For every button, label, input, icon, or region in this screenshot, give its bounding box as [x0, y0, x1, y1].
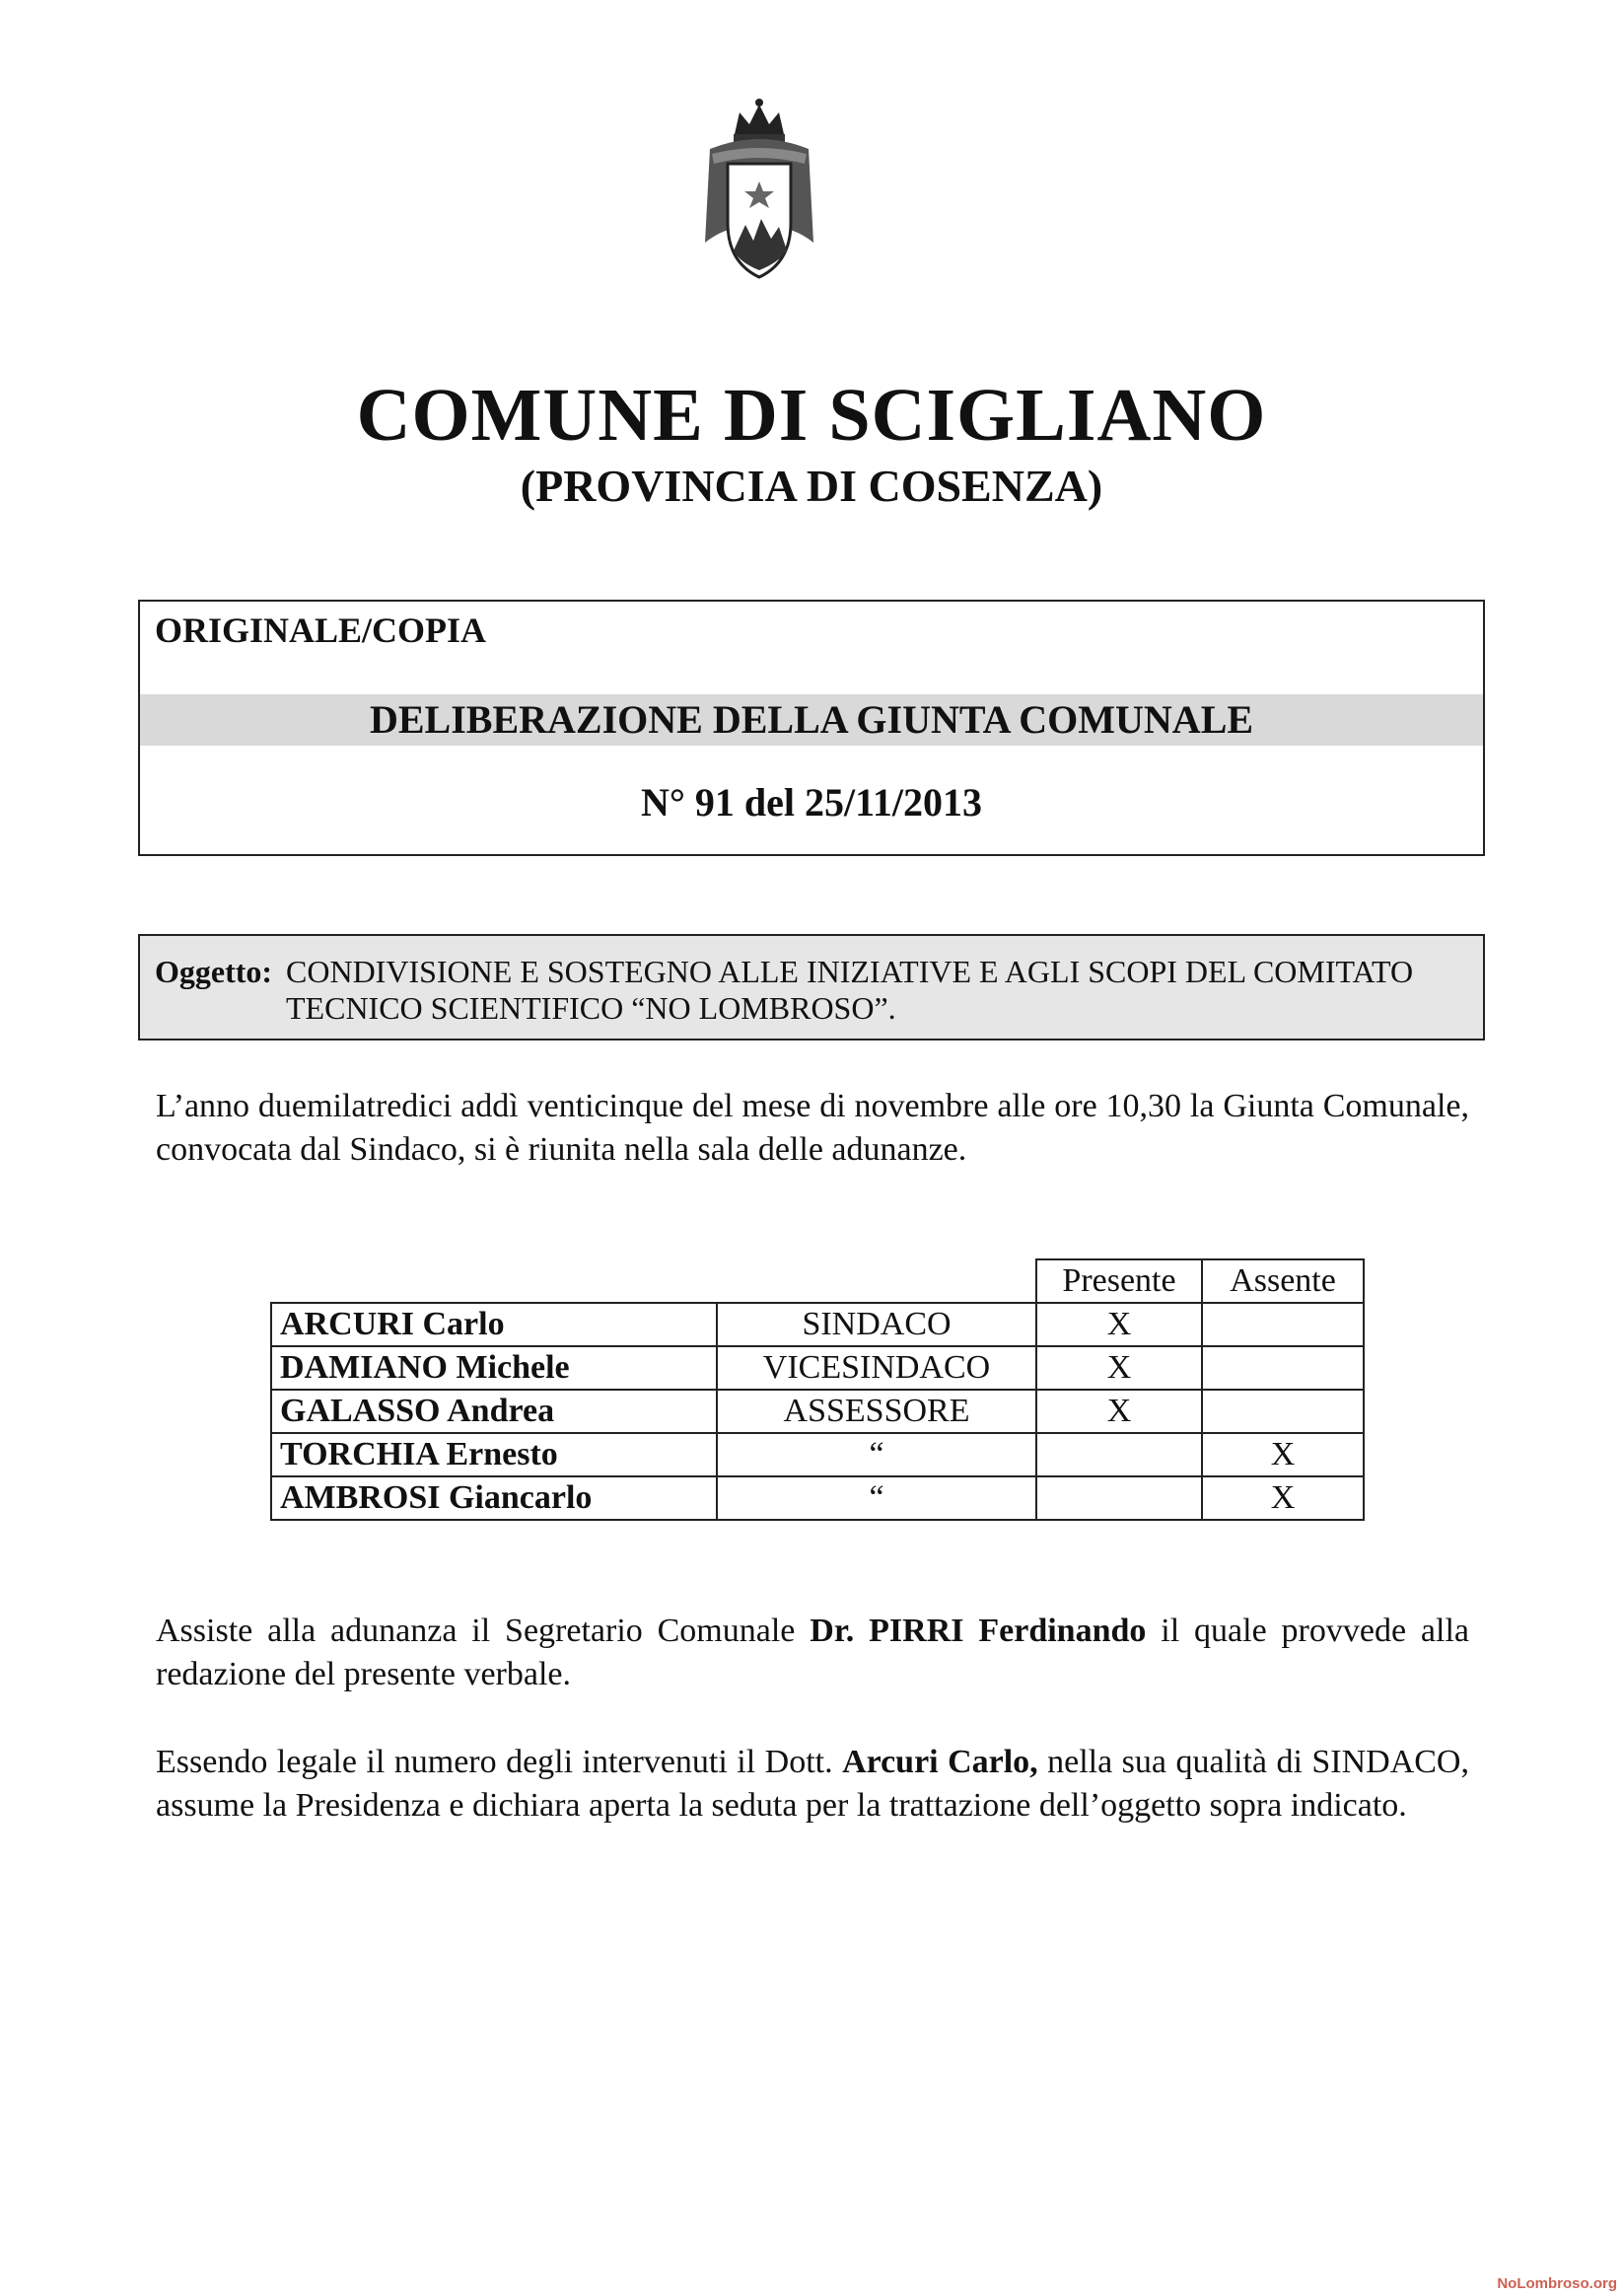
- present-mark: X: [1036, 1346, 1202, 1390]
- present-mark: [1036, 1476, 1202, 1520]
- member-name: GALASSO Andrea: [271, 1390, 717, 1433]
- president-name: Arcuri Carlo,: [842, 1744, 1038, 1780]
- absent-mark: [1202, 1346, 1364, 1390]
- member-name: TORCHIA Ernesto: [271, 1433, 717, 1476]
- attendance-table: [270, 1258, 1365, 1521]
- secretary-name: Dr. PIRRI Ferdinando: [810, 1613, 1147, 1649]
- table-row: [271, 1303, 1364, 1346]
- present-mark: X: [1036, 1390, 1202, 1433]
- subject-text: CONDIVISIONE E SOSTEGNO ALLE INIZIATIVE E AGLI SCOPI DEL COMITATO TECNICO SCIENTIFICO “NO LOMBROSO”.: [286, 954, 1414, 1026]
- absent-mark: X: [1202, 1476, 1364, 1520]
- table-row: [271, 1476, 1364, 1520]
- deliberation-number: N° 91 del 25/11/2013: [640, 780, 982, 825]
- member-name: DAMIANO Michele: [271, 1346, 717, 1390]
- absent-mark: X: [1202, 1433, 1364, 1476]
- member-role: “: [717, 1433, 1036, 1476]
- original-copy-label: ORIGINALE/COPIA: [155, 610, 487, 650]
- member-role: “: [717, 1476, 1036, 1520]
- watermark-text: NoLombroso.org: [1497, 2275, 1617, 2292]
- present-mark: X: [1036, 1303, 1202, 1346]
- municipality-title: COMUNE DI SCIGLIANO: [356, 374, 1267, 457]
- header-present: Presente: [1036, 1259, 1202, 1303]
- member-role: ASSESSORE: [717, 1390, 1036, 1433]
- member-role: VICESINDACO: [717, 1346, 1036, 1390]
- table-row: [271, 1390, 1364, 1433]
- member-name: ARCURI Carlo: [271, 1303, 717, 1346]
- secretary-paragraph: Assiste alla adunanza il Segretario Comunale Dr. PIRRI Ferdinando il quale provvede alla redazione del presente verbale.: [156, 1613, 1469, 1692]
- present-mark: [1036, 1433, 1202, 1476]
- table-row: [271, 1346, 1364, 1390]
- member-name: AMBROSI Giancarlo: [271, 1476, 717, 1520]
- deliberation-box: [138, 600, 1485, 856]
- subject-box: [138, 934, 1485, 1040]
- absent-mark: [1202, 1390, 1364, 1433]
- attendance-header-row: [271, 1259, 1364, 1303]
- intro-paragraph: L’anno duemilatredici addì venticinque del mese di novembre alle ore 10,30 la Giunta Comunale, convocata dal Sindaco, si è riunita nella sala delle adunanze.: [156, 1088, 1469, 1168]
- absent-mark: [1202, 1303, 1364, 1346]
- province-subtitle: (PROVINCIA DI COSENZA): [520, 461, 1103, 511]
- coat-of-arms-icon: [690, 95, 828, 292]
- presidency-paragraph: Essendo legale il numero degli intervenuti il Dott. Arcuri Carlo, nella sua qualità di SINDACO, assume la Presidenza e dichiara aperta la seduta per la trattazione dell’oggetto sopra indicato.: [156, 1744, 1469, 1824]
- deliberation-heading: DELIBERAZIONE DELLA GIUNTA COMUNALE: [140, 694, 1483, 746]
- member-role: SINDACO: [717, 1303, 1036, 1346]
- subject-label: Oggetto:: [155, 954, 273, 989]
- header-absent: Assente: [1202, 1259, 1364, 1303]
- table-row: [271, 1433, 1364, 1476]
